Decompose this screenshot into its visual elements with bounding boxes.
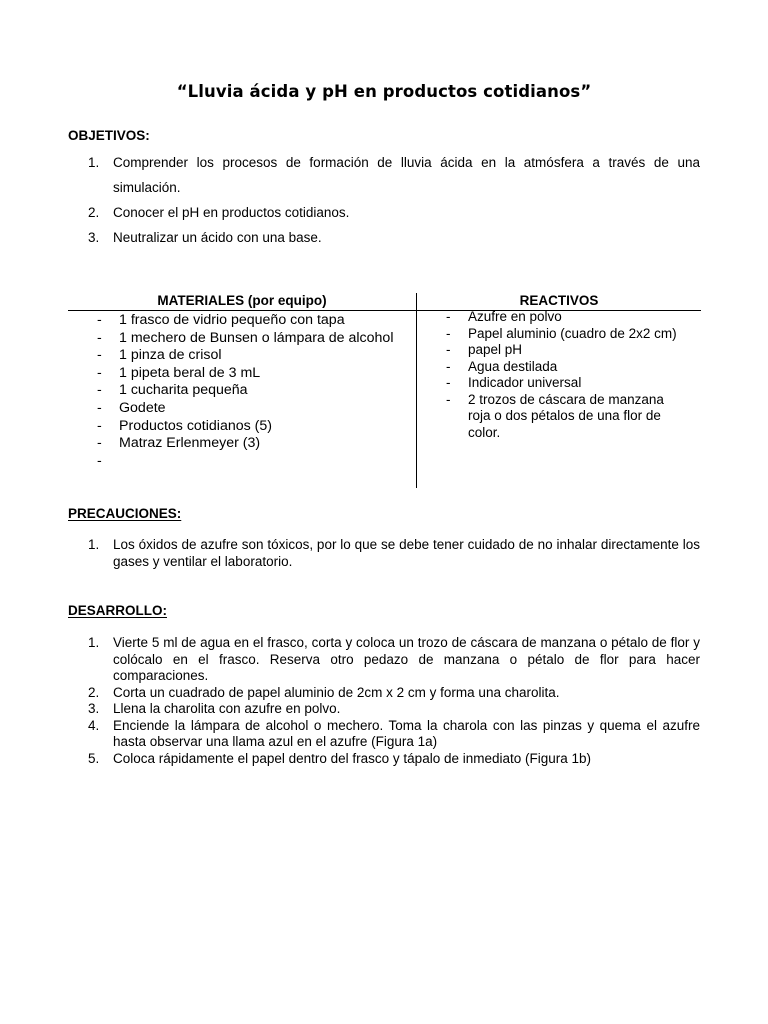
precauciones-heading: PRECAUCIONES:: [68, 506, 182, 521]
materiales-item-text: 1 pinza de crisol: [119, 347, 222, 364]
materiales-item-text: 1 pipeta beral de 3 mL: [119, 364, 261, 381]
dash-bullet: -: [446, 309, 451, 324]
reactivos-item-text: papel pH: [468, 342, 523, 357]
list-number: 3.: [88, 701, 100, 716]
dash-bullet: -: [97, 312, 102, 328]
dash-bullet: -: [97, 364, 102, 381]
list-item: [88, 200, 700, 225]
materiales-item: [97, 347, 415, 365]
reactivos-item-text: Papel aluminio (cuadro de 2x2 cm): [468, 325, 677, 341]
list-item: [88, 537, 700, 570]
reactivos-item-text: Azufre en polvo: [468, 309, 562, 324]
reactivos-item: [446, 309, 696, 326]
list-text: Llena la charolita con azufre en polvo.: [113, 701, 341, 716]
materiales-item-text: Matraz Erlenmeyer (3): [119, 435, 261, 452]
materiales-item: [97, 400, 415, 418]
list-text: Los óxidos de azufre son tóxicos, por lo que se debe tener cuidado de no inhalar directamente los gases y ventilar el laboratorio.: [113, 537, 700, 569]
list-item: [88, 701, 700, 718]
table-column-divider: [416, 293, 417, 488]
dash-bullet: -: [446, 342, 451, 357]
reactivos-item: [446, 359, 696, 376]
list-number: 2.: [88, 205, 100, 220]
list-number: 3.: [88, 230, 100, 245]
list-item: [88, 225, 700, 250]
reactivos-item-text: Indicador universal: [468, 375, 582, 390]
dash-bullet: -: [97, 399, 102, 416]
list-text: Conocer el pH en productos cotidianos.: [113, 205, 350, 220]
list-item: [88, 635, 700, 685]
list-number: 2.: [88, 684, 100, 700]
reactivos-item-text: Agua destilada: [468, 358, 558, 374]
desarrollo-list: [88, 635, 700, 767]
objetivos-list: [88, 150, 700, 250]
list-text: Comprender los procesos de formación de lluvia ácida en la atmósfera a través de una simulación.: [113, 155, 700, 195]
materiales-item: [97, 418, 415, 436]
list-number: 1.: [88, 635, 100, 650]
list-number: 5.: [88, 750, 100, 766]
dash-bullet: -: [97, 329, 102, 346]
reactivos-item: [446, 326, 696, 343]
materiales-item: [97, 382, 415, 400]
dash-bullet: -: [97, 347, 102, 364]
list-item: [88, 150, 700, 200]
dash-bullet: -: [446, 358, 451, 374]
list-text: Enciende la lámpara de alcohol o mechero. Toma la charola con las pinzas y quema el azufre hasta observar una llama azul en el azufre (Figura 1a): [113, 717, 700, 749]
materiales-item-text: 1 frasco de vidrio pequeño con tapa: [119, 312, 345, 328]
precauciones-list: [88, 537, 700, 570]
materiales-item-text: Godete: [119, 399, 166, 416]
materiales-item: [97, 312, 415, 330]
list-number: 1.: [88, 537, 100, 552]
materiales-header: MATERIALES (por equipo): [157, 293, 327, 308]
reactivos-item: [446, 375, 696, 392]
dash-bullet: -: [97, 382, 102, 399]
dash-bullet: -: [97, 417, 102, 434]
list-number: 1.: [88, 155, 100, 170]
reactivos-header: REACTIVOS: [519, 293, 599, 308]
list-item: [88, 751, 700, 768]
dash-bullet: -: [97, 452, 102, 469]
reactivos-item-text: 2 trozos de cáscara de manzana roja o dos pétalos de una flor de color.: [468, 391, 664, 440]
dash-bullet: -: [446, 391, 451, 407]
materiales-item-text: 1 cucharita pequeña: [119, 382, 248, 399]
desarrollo-heading: DESARROLLO:: [68, 603, 167, 618]
list-item: [88, 685, 700, 702]
list-text: Corta un cuadrado de papel aluminio de 2cm x 2 cm y forma una charolita.: [113, 684, 560, 700]
document-title: “Lluvia ácida y pH en productos cotidianos”: [176, 82, 592, 101]
reactivos-item: [446, 342, 696, 359]
list-text: Neutralizar un ácido con una base.: [113, 230, 322, 245]
dash-bullet: -: [446, 375, 451, 390]
list-text: Vierte 5 ml de agua en el frasco, corta y coloca un trozo de cáscara de manzana o pétalo de flor y colócalo en el frasco. Reserva otro pedazo de manzana o pétalo de flor para hacer comparaciones.: [113, 635, 700, 683]
list-item: [88, 718, 700, 751]
materiales-item: [97, 330, 415, 348]
materiales-item: [97, 435, 415, 453]
reactivos-list: [446, 309, 696, 441]
dash-bullet: -: [97, 435, 102, 452]
list-text: Coloca rápidamente el papel dentro del frasco y tápalo de inmediato (Figura 1b): [113, 750, 592, 766]
materiales-item-text: Productos cotidianos (5): [119, 417, 272, 434]
reactivos-item: [446, 392, 668, 442]
materiales-item-text: 1 mechero de Bunsen o lámpara de alcohol: [119, 329, 394, 346]
materiales-item: [97, 453, 415, 471]
list-number: 4.: [88, 717, 100, 733]
dash-bullet: -: [446, 325, 451, 341]
materiales-list: [97, 312, 415, 470]
materiales-item: [97, 365, 415, 383]
objetivos-heading: OBJETIVOS:: [68, 128, 150, 143]
